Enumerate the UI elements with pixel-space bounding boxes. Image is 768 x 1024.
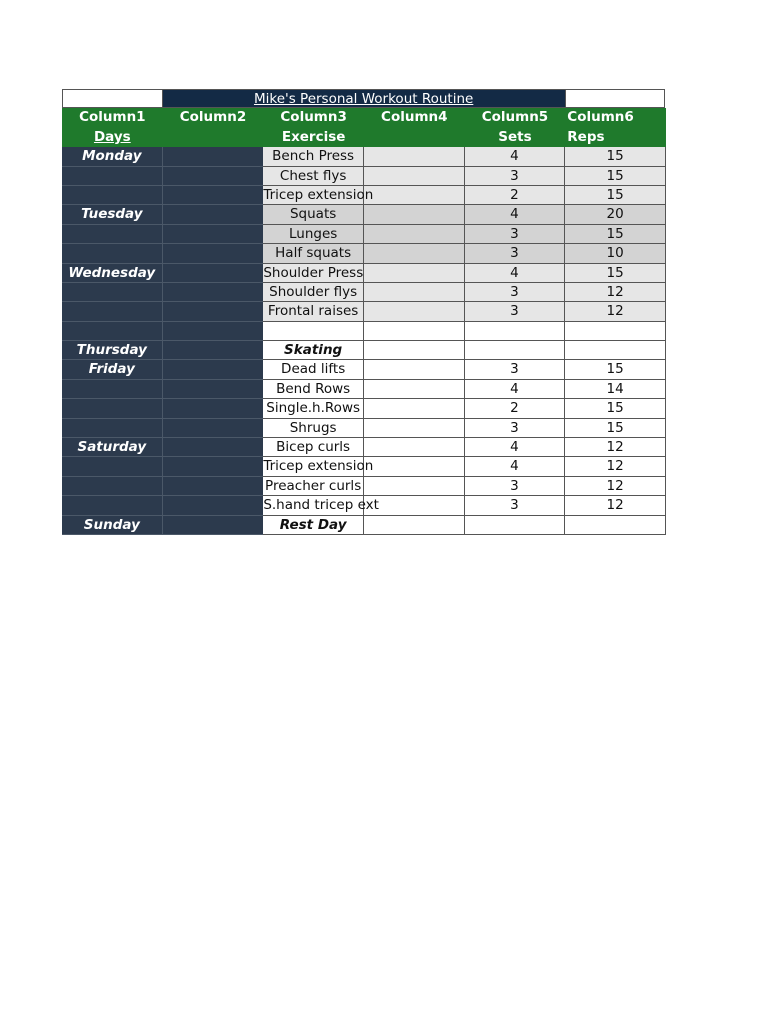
- exercise-cell[interactable]: [263, 244, 364, 263]
- table-row: [62, 399, 666, 418]
- sets-cell[interactable]: 3: [465, 360, 566, 379]
- column4-cell[interactable]: [364, 205, 465, 224]
- exercise-label: Preacher curls: [265, 477, 362, 494]
- column2-cell[interactable]: [163, 399, 264, 418]
- table-row: [62, 205, 666, 224]
- header-row-2: [62, 128, 666, 147]
- header-sets[interactable]: Sets: [465, 128, 566, 147]
- exercise-label: Dead lifts: [281, 361, 346, 378]
- table-row: [62, 360, 666, 379]
- table-row: [62, 186, 666, 205]
- header-reps[interactable]: Reps: [565, 128, 666, 147]
- day-cell[interactable]: [62, 225, 163, 244]
- reps-cell[interactable]: 12: [565, 283, 666, 302]
- exercise-label: Half squats: [275, 245, 352, 262]
- reps-cell[interactable]: 15: [565, 419, 666, 438]
- exercise-cell[interactable]: [263, 380, 364, 399]
- reps-cell[interactable]: 15: [565, 186, 666, 205]
- reps-cell[interactable]: 15: [565, 264, 666, 283]
- exercise-label: Bicep curls: [276, 439, 351, 456]
- sets-cell[interactable]: [465, 341, 566, 360]
- column4-cell[interactable]: [364, 360, 465, 379]
- sets-cell[interactable]: 3: [465, 167, 566, 186]
- title-row: [62, 89, 666, 108]
- column2-cell[interactable]: [163, 477, 264, 496]
- column2-cell[interactable]: [163, 496, 264, 515]
- sets-cell[interactable]: 3: [465, 496, 566, 515]
- reps-cell[interactable]: 12: [565, 457, 666, 476]
- reps-cell[interactable]: 15: [565, 399, 666, 418]
- exercise-label: S.hand tricep ext: [263, 497, 379, 514]
- header-column1[interactable]: Column1: [62, 108, 163, 127]
- exercise-label: Chest flys: [279, 167, 347, 184]
- exercise-cell[interactable]: [263, 496, 379, 515]
- column2-cell[interactable]: [163, 264, 264, 283]
- sets-cell[interactable]: 3: [465, 302, 566, 321]
- sets-cell[interactable]: 3: [465, 225, 566, 244]
- reps-cell[interactable]: [565, 322, 666, 341]
- table-row: [62, 419, 666, 438]
- reps-cell[interactable]: 15: [565, 147, 666, 166]
- header-column3[interactable]: Column3: [263, 108, 364, 127]
- day-cell[interactable]: [62, 186, 163, 205]
- column2-cell[interactable]: [163, 147, 264, 166]
- header-blank-2[interactable]: [163, 128, 264, 147]
- sets-cell[interactable]: 4: [465, 264, 566, 283]
- table-row: [62, 167, 666, 186]
- exercise-label: Single.h.Rows: [266, 400, 361, 417]
- table-row: [62, 496, 666, 515]
- sets-cell[interactable]: [465, 322, 566, 341]
- exercise-cell[interactable]: [263, 419, 364, 438]
- exercise-cell[interactable]: [263, 360, 364, 379]
- column2-cell[interactable]: [163, 186, 264, 205]
- column4-cell[interactable]: [364, 380, 465, 399]
- column4-cell[interactable]: [364, 322, 465, 341]
- column2-cell[interactable]: [163, 167, 264, 186]
- table-row: [62, 147, 666, 166]
- header-column2[interactable]: Column2: [163, 108, 264, 127]
- column2-cell[interactable]: [163, 360, 264, 379]
- exercise-cell[interactable]: [263, 438, 364, 457]
- column2-cell[interactable]: [163, 438, 264, 457]
- column4-cell[interactable]: [364, 283, 465, 302]
- exercise-cell[interactable]: [263, 147, 364, 166]
- exercise-cell[interactable]: [263, 205, 364, 224]
- column2-cell[interactable]: [163, 457, 264, 476]
- sets-cell[interactable]: 4: [465, 380, 566, 399]
- exercise-label: Shrugs: [289, 419, 337, 436]
- sets-cell[interactable]: 3: [465, 283, 566, 302]
- day-cell[interactable]: Thursday: [62, 341, 163, 360]
- reps-cell[interactable]: 15: [565, 167, 666, 186]
- sets-cell[interactable]: 3: [465, 477, 566, 496]
- header-exercise[interactable]: Exercise: [263, 128, 364, 147]
- column4-cell[interactable]: [364, 167, 465, 186]
- header-column6[interactable]: Column6: [565, 108, 666, 127]
- sets-cell[interactable]: 2: [465, 186, 566, 205]
- table-row: [62, 322, 666, 341]
- table-row: [62, 302, 666, 321]
- day-cell[interactable]: Wednesday: [62, 264, 163, 283]
- exercise-label: Tricep extension: [263, 186, 374, 203]
- column2-cell[interactable]: [163, 225, 264, 244]
- column4-cell[interactable]: [364, 147, 465, 166]
- exercise-cell[interactable]: [263, 516, 364, 535]
- day-cell[interactable]: [62, 283, 163, 302]
- exercise-cell[interactable]: [263, 264, 364, 283]
- day-cell[interactable]: [62, 419, 163, 438]
- exercise-cell[interactable]: [263, 341, 364, 360]
- column2-cell[interactable]: [163, 380, 264, 399]
- sets-cell[interactable]: 4: [465, 457, 566, 476]
- exercise-label: Bend Rows: [276, 380, 351, 397]
- table-row: [62, 225, 666, 244]
- column4-cell[interactable]: [364, 438, 465, 457]
- day-cell[interactable]: Sunday: [62, 516, 163, 535]
- header-days[interactable]: [62, 128, 163, 147]
- day-cell[interactable]: [62, 496, 163, 515]
- reps-cell[interactable]: 20: [565, 205, 666, 224]
- table-row: [62, 516, 666, 535]
- exercise-cell[interactable]: [263, 186, 374, 205]
- sets-cell[interactable]: 2: [465, 399, 566, 418]
- day-cell[interactable]: Tuesday: [62, 205, 163, 224]
- column2-cell[interactable]: [163, 322, 264, 341]
- table-row: [62, 438, 666, 457]
- sets-cell[interactable]: 4: [465, 147, 566, 166]
- exercise-cell[interactable]: [263, 302, 364, 321]
- column4-cell[interactable]: [364, 496, 465, 515]
- reps-cell[interactable]: 15: [565, 360, 666, 379]
- column2-cell[interactable]: [163, 341, 264, 360]
- column2-cell[interactable]: [163, 419, 264, 438]
- header-blank-4[interactable]: [364, 128, 465, 147]
- day-cell[interactable]: Friday: [62, 360, 163, 379]
- day-cell[interactable]: [62, 302, 163, 321]
- sets-cell[interactable]: [465, 516, 566, 535]
- exercise-cell[interactable]: [263, 322, 364, 341]
- exercise-label: Rest Day: [279, 516, 347, 533]
- column2-cell[interactable]: [163, 516, 264, 535]
- exercise-label: Shoulder Press: [263, 264, 364, 281]
- exercise-cell[interactable]: [263, 225, 364, 244]
- exercise-cell[interactable]: [263, 399, 364, 418]
- sets-cell[interactable]: 3: [465, 244, 566, 263]
- column2-cell[interactable]: [163, 283, 264, 302]
- exercise-label: Bench Press: [272, 148, 355, 165]
- day-cell[interactable]: [62, 244, 163, 263]
- column4-cell[interactable]: [364, 477, 465, 496]
- header-row-1: [62, 108, 666, 127]
- column4-cell[interactable]: [364, 244, 465, 263]
- exercise-label: Squats: [289, 206, 337, 223]
- table-row: [62, 244, 666, 263]
- reps-cell[interactable]: 10: [565, 244, 666, 263]
- exercise-cell[interactable]: [263, 167, 364, 186]
- column4-cell[interactable]: [364, 225, 465, 244]
- reps-cell[interactable]: [565, 341, 666, 360]
- sets-cell[interactable]: 3: [465, 419, 566, 438]
- reps-cell[interactable]: 15: [565, 225, 666, 244]
- workout-table: [62, 89, 666, 535]
- day-cell[interactable]: [62, 399, 163, 418]
- column4-cell[interactable]: [364, 341, 465, 360]
- day-cell[interactable]: [62, 457, 163, 476]
- title-blank-left[interactable]: [62, 89, 163, 108]
- column4-cell[interactable]: [364, 264, 465, 283]
- table-body: [62, 147, 666, 535]
- reps-cell[interactable]: 14: [565, 380, 666, 399]
- header-days-label: Days: [93, 128, 131, 145]
- column4-cell[interactable]: [364, 457, 465, 476]
- sets-cell[interactable]: 4: [465, 438, 566, 457]
- reps-cell[interactable]: 12: [565, 477, 666, 496]
- day-cell[interactable]: Saturday: [62, 438, 163, 457]
- header-column5[interactable]: Column5: [465, 108, 566, 127]
- exercise-cell[interactable]: [263, 457, 374, 476]
- day-cell[interactable]: [62, 167, 163, 186]
- day-cell[interactable]: [62, 380, 163, 399]
- column2-cell[interactable]: [163, 302, 264, 321]
- table-row: [62, 264, 666, 283]
- exercise-label: Lunges: [288, 225, 338, 242]
- reps-cell[interactable]: [565, 516, 666, 535]
- column2-cell[interactable]: [163, 244, 264, 263]
- exercise-label: Tricep extension: [263, 458, 374, 475]
- day-cell[interactable]: [62, 322, 163, 341]
- table-row: [62, 457, 666, 476]
- exercise-cell[interactable]: [263, 477, 364, 496]
- column4-cell[interactable]: [364, 186, 465, 205]
- reps-cell[interactable]: 12: [565, 438, 666, 457]
- column4-cell[interactable]: [364, 302, 465, 321]
- table-title[interactable]: Mike's Personal Workout Routine: [163, 89, 565, 108]
- day-cell[interactable]: Monday: [62, 147, 163, 166]
- column4-cell[interactable]: [364, 516, 465, 535]
- column4-cell[interactable]: [364, 419, 465, 438]
- exercise-cell[interactable]: [263, 283, 364, 302]
- column4-cell[interactable]: [364, 399, 465, 418]
- day-cell[interactable]: [62, 477, 163, 496]
- reps-cell[interactable]: 12: [565, 302, 666, 321]
- exercise-label: Skating: [284, 342, 343, 359]
- table-row: [62, 477, 666, 496]
- title-blank-right[interactable]: [565, 89, 666, 108]
- exercise-label: Shoulder flys: [269, 283, 358, 300]
- column2-cell[interactable]: [163, 205, 264, 224]
- table-row: [62, 380, 666, 399]
- header-column4[interactable]: Column4: [364, 108, 465, 127]
- sets-cell[interactable]: 4: [465, 205, 566, 224]
- table-row: [62, 283, 666, 302]
- table-row: [62, 341, 666, 360]
- reps-cell[interactable]: 12: [565, 496, 666, 515]
- exercise-label: Frontal raises: [267, 303, 359, 320]
